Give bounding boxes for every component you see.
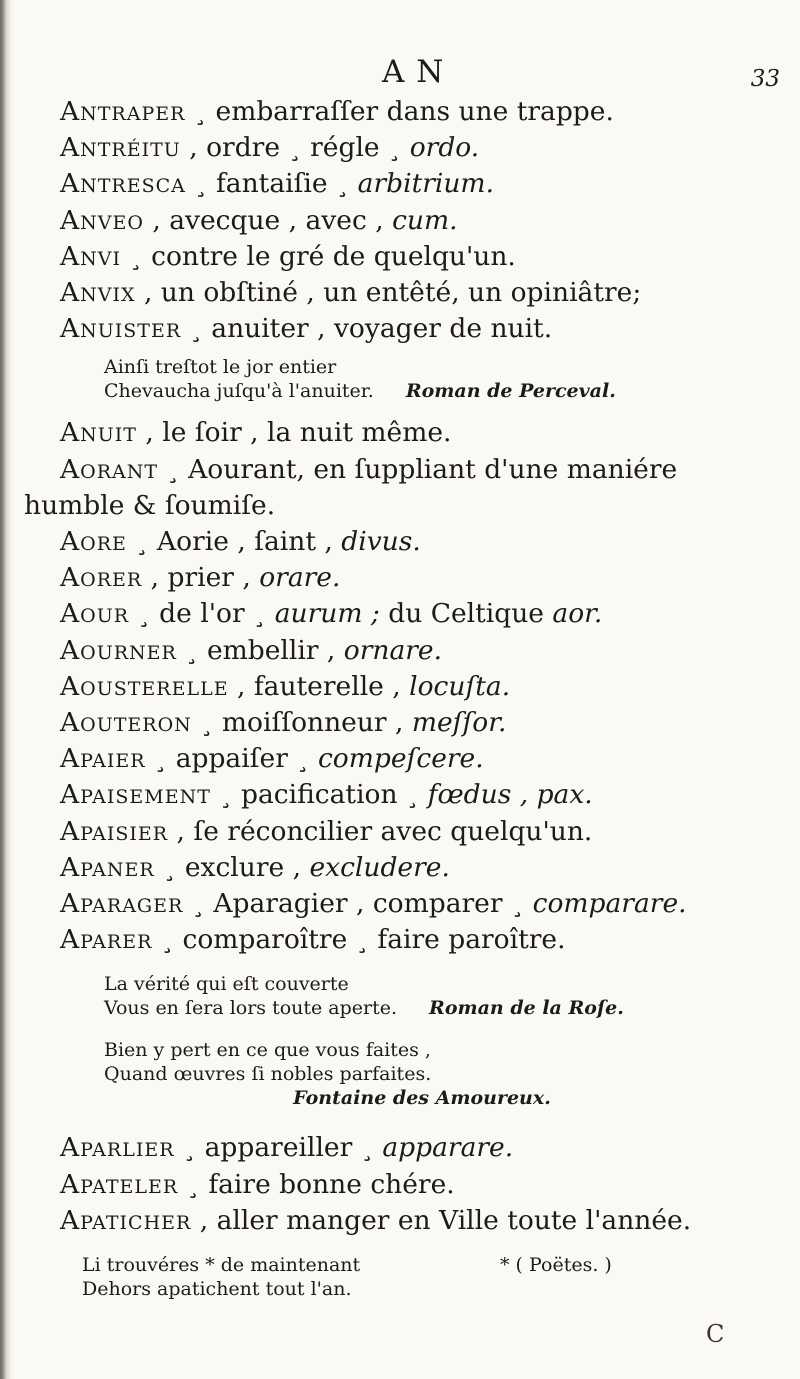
dictionary-entry [60, 777, 780, 813]
dictionary-entry [60, 633, 780, 669]
dictionary-entry [60, 741, 780, 777]
headword: Aorer [60, 562, 143, 594]
dictionary-entry [60, 524, 780, 560]
headword: Apaisier [60, 815, 169, 847]
dictionary-entry [60, 166, 780, 202]
latin-gloss: ornare. [343, 634, 443, 666]
dictionary-entry [60, 275, 780, 311]
quote-line: La vérité qui eſt couverte [104, 973, 349, 996]
headword: Aousterelle [60, 670, 229, 702]
separator: , [142, 562, 168, 594]
page-header [60, 54, 780, 94]
headword: Apateler [60, 1168, 179, 1200]
definition-tail: du Celtique [379, 598, 553, 630]
quote-fontaine [104, 1038, 780, 1110]
quote-line-text: Chevaucha juſqu'à l'anuiter. [104, 380, 374, 403]
latin-gloss: cum. [392, 204, 458, 236]
headword: Anvix [60, 277, 136, 309]
latin-gloss: arbitrium. [357, 168, 494, 200]
definition: fantaiſie ¸ [216, 168, 358, 200]
dictionary-entry [60, 239, 780, 275]
definition: anuiter , voyager de nuit. [211, 313, 553, 345]
headword: Anvi [60, 240, 121, 272]
quote-line [104, 379, 780, 403]
definition: exclure , [184, 851, 310, 883]
definition: de l'or ¸ [159, 598, 275, 630]
quote-line: Li trouvéres * de maintenant [82, 1254, 361, 1277]
definition: humble & ſoumiſe. [24, 489, 276, 521]
definition: avecque , avec , [169, 204, 393, 236]
separator: ¸ [152, 924, 183, 956]
headword: Aour [60, 598, 130, 630]
quote-trouveres [82, 1253, 780, 1301]
separator: ¸ [176, 634, 207, 666]
dictionary-entry [60, 311, 780, 347]
dictionary-entry [60, 705, 780, 741]
quote-perceval [104, 355, 780, 403]
definition: fauterelle , [253, 670, 410, 702]
quote-source: Roman de la Roſe. [429, 997, 624, 1020]
definition: Aourant, en ſuppliant d'une maniére [188, 453, 678, 485]
separator: ¸ [185, 168, 216, 200]
dictionary-entry [60, 1203, 780, 1239]
quote-source: Roman de Perceval. [405, 380, 616, 403]
separator: ¸ [158, 453, 189, 485]
dictionary-entry [60, 130, 780, 166]
headword: Anuister [60, 313, 182, 345]
quote-line: Ainſi treſtot le jor entier [104, 356, 337, 379]
headword: Anveo [60, 204, 144, 236]
definition: pacification ¸ [241, 779, 428, 811]
definition: prier , [167, 562, 260, 594]
headword: Aparlier [60, 1132, 175, 1164]
headword: Apaisement [60, 779, 211, 811]
separator: ¸ [178, 1168, 209, 1200]
latin-gloss: ordo. [409, 132, 480, 164]
definition: appaiſer ¸ [175, 743, 318, 775]
separator: , [135, 277, 161, 309]
headword: Antresca [60, 168, 186, 200]
headword: Antréitu [60, 132, 181, 164]
quote-line: Quand œuvres ſi nobles parfaites. [104, 1063, 432, 1086]
definition: faire bonne chére. [208, 1168, 455, 1200]
entries-group-c [60, 524, 780, 958]
definition: ſe réconcilier avec quelqu'un. [193, 815, 593, 847]
dictionary-entry [60, 814, 780, 850]
headword: Aparager [60, 888, 184, 920]
dictionary-entry [60, 94, 780, 130]
headword: Aourner [60, 634, 177, 666]
headword: Apaier [60, 743, 146, 775]
definition: ordre ¸ régle ¸ [206, 132, 410, 164]
separator: ¸ [210, 779, 242, 811]
separator: , [168, 815, 194, 847]
definition: aller manger en Ville toute l'année. [216, 1204, 692, 1236]
footnote: * ( Poëtes. ) [500, 1254, 612, 1277]
latin-gloss: compeſcere. [317, 743, 484, 775]
separator: , [136, 417, 163, 449]
separator: , [143, 204, 170, 236]
separator: ¸ [183, 888, 214, 920]
latin-gloss: orare. [259, 562, 341, 594]
quote-line: Dehors apatichent tout l'an. [82, 1278, 352, 1301]
quote-line-text: Vous en ſera lors toute aperte. [104, 997, 398, 1020]
separator: , [228, 670, 254, 702]
definition: Aorie , ſaint , [157, 526, 342, 558]
entries-group-d [60, 1130, 780, 1239]
headword: Aore [60, 526, 127, 558]
dictionary-entry [60, 886, 780, 922]
dictionary-entry [60, 1130, 780, 1166]
quote-line: Bien y pert en ce que vous faites , [104, 1039, 431, 1062]
separator: ¸ [129, 598, 160, 630]
separator: , [191, 1204, 217, 1236]
headword: Aouteron [60, 707, 192, 739]
separator: , [180, 132, 207, 164]
definition: comparoître ¸ faire paroître. [182, 924, 566, 956]
quote-rose [104, 972, 780, 1020]
dictionary-entry [60, 596, 780, 632]
headword: Apaner [60, 851, 155, 883]
dictionary-entry-aorant [60, 452, 780, 488]
book-binding-edge [0, 0, 14, 1379]
separator: ¸ [174, 1132, 205, 1164]
latin-gloss: comparare. [532, 888, 687, 920]
separator: ¸ [145, 743, 176, 775]
headword: Antraper [60, 96, 186, 127]
definition: embarraſſer dans une trappe. [215, 96, 614, 127]
separator: ¸ [154, 851, 185, 883]
quote-line [104, 996, 780, 1020]
definition: embellir , [206, 634, 344, 666]
entries-group-b [60, 415, 780, 451]
definition: le ſoir , la nuit même. [162, 417, 452, 449]
separator: ¸ [126, 526, 157, 558]
dictionary-entry [60, 560, 780, 596]
latin-gloss: fœdus , pax. [427, 779, 593, 811]
dictionary-entry [60, 922, 780, 958]
definition: un obſtiné , un entêté, un opiniâtre; [160, 277, 642, 309]
separator: ¸ [181, 313, 212, 345]
latin-gloss: locuſta. [409, 670, 511, 702]
dictionary-entry [60, 669, 780, 705]
dictionary-entry [60, 203, 780, 239]
dictionary-entry-continuation [24, 488, 780, 524]
quote-source: Fontaine des Amoureux. [293, 1087, 551, 1110]
definition: Aparagier , comparer ¸ [213, 888, 533, 920]
separator: ¸ [185, 96, 216, 127]
dictionary-entry [60, 415, 780, 451]
separator: ¸ [121, 240, 152, 272]
latin-gloss: divus. [341, 526, 421, 558]
latin-gloss: apparare. [382, 1132, 514, 1164]
latin-gloss: excludere. [309, 851, 450, 883]
definition: contre le gré de quelqu'un. [151, 240, 516, 272]
headword: Aorant [60, 453, 159, 485]
running-head: A N [382, 54, 445, 90]
signature-mark: C [706, 1320, 725, 1348]
definition: appareiller ¸ [204, 1132, 383, 1164]
entries-group-a [60, 94, 780, 347]
headword: Aparer [60, 924, 153, 956]
definition: moiſſonneur , [221, 707, 412, 739]
dictionary-entry [60, 850, 780, 886]
dictionary-page [24, 54, 780, 1301]
headword: Apaticher [60, 1204, 192, 1236]
latin-gloss: aurum ; [274, 598, 380, 630]
latin-gloss: meſſor. [411, 707, 507, 739]
latin-gloss: aor. [552, 598, 603, 630]
separator: ¸ [191, 707, 222, 739]
headword: Anuit [60, 417, 137, 449]
dictionary-entry [60, 1167, 780, 1203]
page-number: 33 [750, 66, 780, 92]
